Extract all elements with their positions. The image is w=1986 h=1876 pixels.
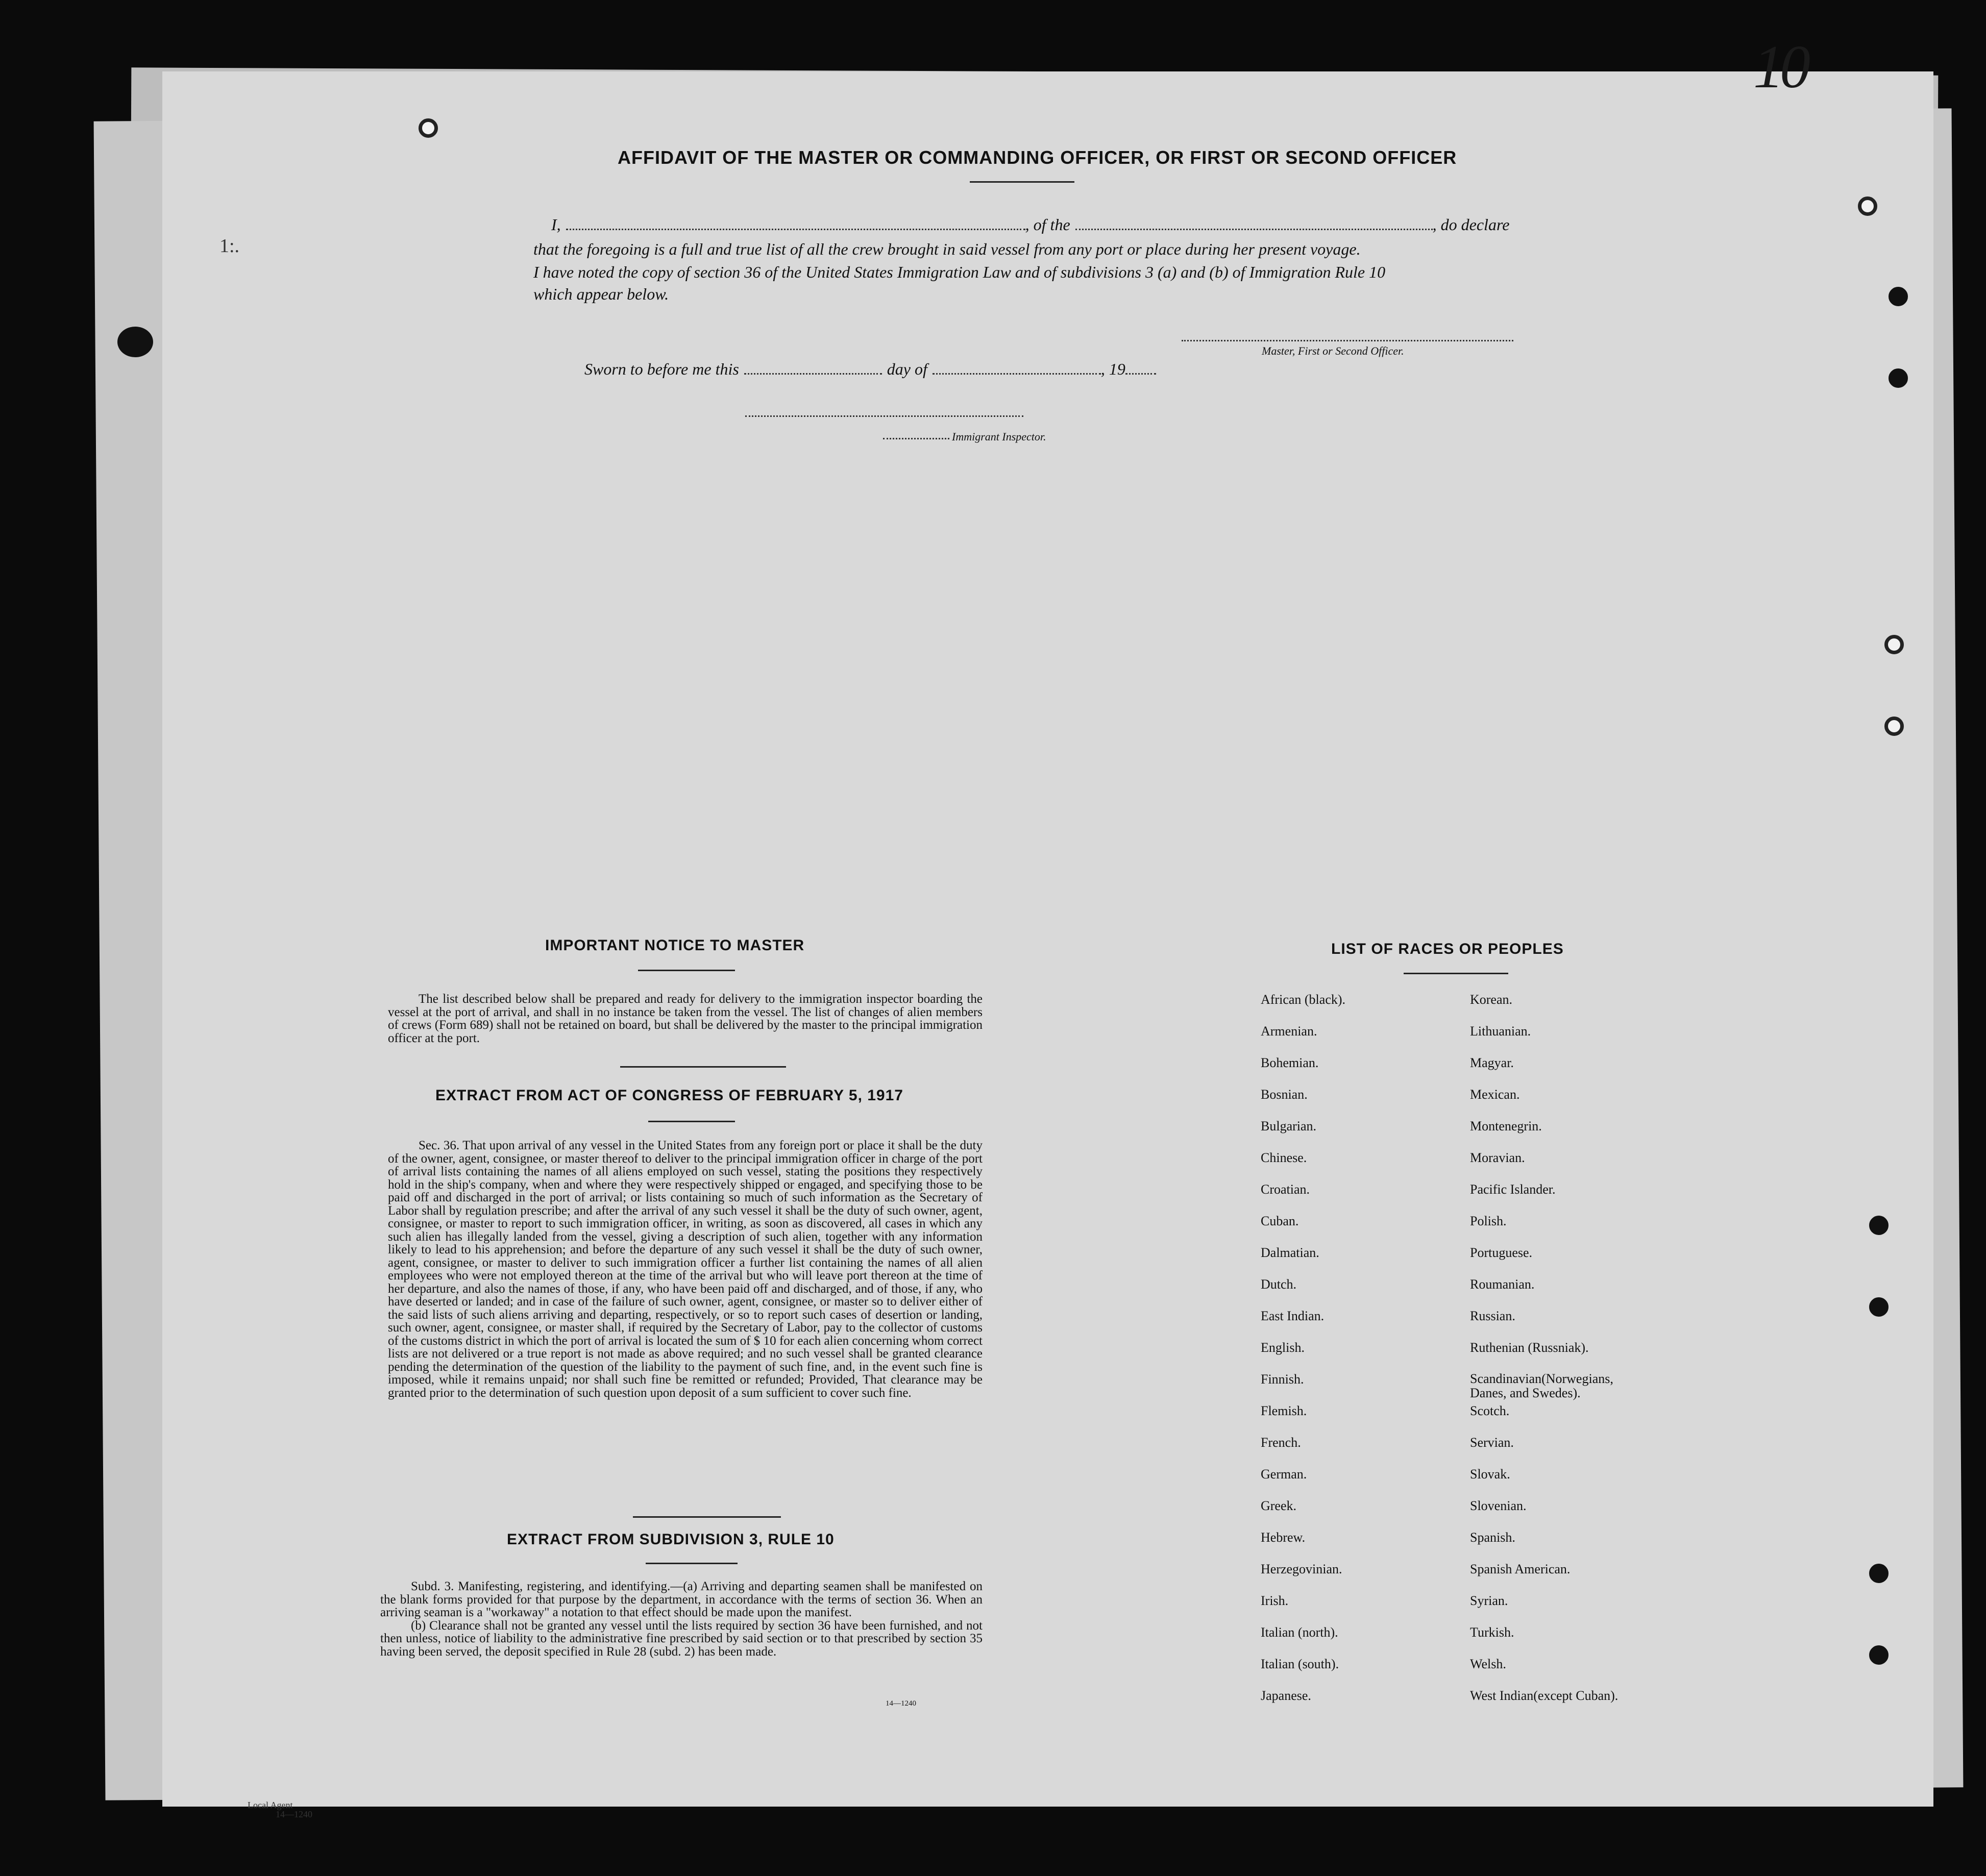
race-item: Irish. (1261, 1593, 1289, 1608)
race-item: Chinese. (1261, 1150, 1307, 1165)
inspector-label: Immigrant Inspector. (952, 430, 1046, 443)
bottom-stamp-line-2: 14—1240 (276, 1809, 312, 1819)
notice-paragraph: The list described below shall be prepared and ready for delivery to the immigration inspector boarding the vessel at the port of arrival, and shall in no instance be taken from the vessel. The list of changes of alien members of crews (Form 689) shall not be retained on board, but shall be delivered by the master to the principal immigration officer at the port. (388, 992, 983, 1045)
races-list-left (1261, 992, 1345, 1720)
race-item: Hebrew. (1261, 1530, 1306, 1545)
race-item: Servian. (1470, 1435, 1514, 1450)
form-sheet (162, 71, 1933, 1807)
race-item: English. (1261, 1340, 1305, 1355)
bottom-stamp (248, 1800, 312, 1819)
race-item: Dutch. (1261, 1277, 1297, 1292)
sworn-year: , 19 (1100, 360, 1125, 378)
act-heading: EXTRACT FROM ACT OF CONGRESS OF FEBRUARY 5, 1917 (435, 1087, 903, 1104)
race-item: German. (1261, 1467, 1307, 1482)
race-item: Ruthenian (Russniak). (1470, 1340, 1589, 1355)
race-item: Spanish. (1470, 1530, 1515, 1545)
race-item: Greek. (1261, 1498, 1297, 1513)
rule-heading: EXTRACT FROM SUBDIVISION 3, RULE 10 (507, 1531, 835, 1548)
affidavit-line-3: I have noted the copy of section 36 of the United States Immigration Law and of subdivisions 3 (a) and (b) of Immigration Rule 10 (533, 263, 1386, 281)
affidavit-i: I, (551, 215, 561, 234)
affidavit-of-the: , of the (1025, 215, 1070, 234)
punch-hole-icon (1884, 635, 1904, 654)
notice-text (388, 993, 983, 1045)
form-code: 14—1240 (886, 1699, 916, 1708)
race-item: Slovak. (1470, 1467, 1510, 1482)
race-item: French. (1261, 1435, 1301, 1450)
bottom-stamp-line-1: Local Agent (248, 1800, 293, 1810)
race-item: Bulgarian. (1261, 1119, 1317, 1133)
vessel-field[interactable] (1075, 216, 1433, 230)
race-item: West Indian(except Cuban). (1470, 1688, 1619, 1703)
punch-hole-icon (1869, 1564, 1889, 1583)
rule-text (380, 1580, 983, 1658)
section-divider (620, 1066, 786, 1068)
punch-hole-icon (1869, 1645, 1889, 1665)
race-item: Magyar. (1470, 1055, 1514, 1070)
race-item: Turkish. (1470, 1625, 1514, 1640)
race-item: Bosnian. (1261, 1087, 1308, 1102)
race-item: African (black). (1261, 992, 1346, 1007)
sworn-day-field[interactable] (744, 361, 882, 375)
race-item: Bohemian. (1261, 1055, 1319, 1070)
race-item: Welsh. (1470, 1657, 1506, 1671)
affidavit-line-2: that the foregoing is a full and true list of all the crew brought in said vessel from any port or place during her present voyage. (533, 240, 1361, 258)
title-underline (970, 181, 1074, 183)
race-item: Portuguese. (1470, 1245, 1533, 1260)
races-heading: LIST OF RACES OR PEOPLES (1331, 941, 1564, 957)
inspector-field-short[interactable] (883, 430, 949, 439)
punch-hole-icon (1869, 1297, 1889, 1317)
notice-underline (638, 970, 735, 971)
race-item: Moravian. (1470, 1150, 1525, 1165)
race-item: Pacific Islander. (1470, 1182, 1556, 1197)
rule-underline (646, 1563, 738, 1564)
race-item: Polish. (1470, 1214, 1507, 1228)
race-item: Armenian. (1261, 1024, 1317, 1039)
race-item: Slovenian. (1470, 1498, 1527, 1513)
act-text (388, 1139, 983, 1399)
signature-label: Master, First or Second Officer. (1262, 344, 1404, 357)
sworn-day-of: day of (887, 360, 927, 378)
page-number: 10 (1753, 33, 1806, 101)
punch-hole-icon (1869, 1216, 1889, 1235)
race-item: Russian. (1470, 1309, 1515, 1323)
act-paragraph: Sec. 36. That upon arrival of any vessel in the United States from any foreign port or place it shall be the duty of the owner, agent, consignee, or master thereof to deliver to the principal immigration officer in charge of the port of arrival lists containing the names of all aliens employed on such vessel, stating the positions they respectively hold in the ship's company, when and where they were respectively shipped or engaged, and specifying those to be paid off and discharged in the port of arrival; or lists containing so much of such information as the Secretary of Labor shall by regulation prescribe; and after the arrival of any such vessel it shall be the duty of such owner, agent, consignee, or master to report to such immigration officer, in writing, as soon as discovered, all cases in which any such alien has illegally landed from the vessel, giving a description of such alien, together with any information likely to lead to his apprehension; and before the departure of any such vessel it shall be the duty of such owner, agent, consignee, or master to deliver to such immigration officer a further list containing the names of all alien employees who were not employed thereon at the time of the arrival but who will leave port thereon at the time of her departure, and also the names of those, if any, who have been paid off and discharged, and of those, if any, who have deserted or landed; and in case of the failure of such owner, agent, consignee, or master so to deliver either of the said lists of such aliens arriving and departing, respectively, or so to report such cases of desertion or landing, such owner, agent, consignee, or master shall, if required by the Secretary of Labor, pay to the collector of customs of the customs district in which the port of arrival is located the sum of $ 10 for each alien concerning whom correct lists are not delivered or a true report is not made as above required; and no such vessel shall be granted clearance pending the determination of the question of the liability to the payment of such fine, and, in the event such fine is imposed, while it remains unpaid; nor shall such fine be remitted or refunded; Provided, That clearance may be granted prior to the determination of such question upon deposit of a sum sufficient to cover such fine. (388, 1139, 983, 1400)
act-underline (648, 1121, 735, 1122)
sworn-line (584, 360, 1156, 379)
margin-mark: 1:. (219, 235, 240, 257)
punch-hole-icon (419, 118, 438, 138)
sworn-year-field[interactable] (1125, 361, 1156, 375)
race-item: Spanish American. (1470, 1562, 1571, 1576)
punch-hole-icon (1889, 368, 1908, 388)
race-item: Italian (north). (1261, 1625, 1338, 1640)
race-item: Japanese. (1261, 1688, 1311, 1703)
sworn-prefix: Sworn to before me this (584, 360, 739, 378)
affidavit-line-1 (551, 215, 1509, 234)
rule-paragraph-a: Subd. 3. Manifesting, registering, and identifying.—(a) Arriving and departing seamen shall be manifested on the blank forms provided for that purpose by the department, in accordance with the terms of section 36. When an arriving seaman is a "workaway" a notation to that effect should be made upon the manifest. (380, 1579, 983, 1619)
races-list-right (1470, 992, 1638, 1720)
race-item: Montenegrin. (1470, 1119, 1542, 1133)
race-item: Scandinavian(Norwegians, Danes, and Swedes). (1470, 1371, 1613, 1400)
race-item: Flemish. (1261, 1403, 1307, 1418)
section-divider (633, 1516, 781, 1518)
race-item: Croatian. (1261, 1182, 1310, 1197)
race-item: Dalmatian. (1261, 1245, 1319, 1260)
affidavit-title: AFFIDAVIT OF THE MASTER OR COMMANDING OFFICER, OR FIRST OR SECOND OFFICER (618, 147, 1457, 168)
signature-field[interactable] (1182, 328, 1513, 341)
race-item: Korean. (1470, 992, 1513, 1007)
punch-hole-icon (1889, 287, 1908, 306)
sworn-month-field[interactable] (933, 361, 1101, 375)
binder-clip-icon (117, 327, 153, 357)
inspector-signature-field[interactable] (745, 403, 1023, 417)
name-field[interactable] (566, 216, 1025, 230)
punch-hole-icon (1884, 717, 1904, 736)
race-item: East Indian. (1261, 1309, 1325, 1323)
notice-heading: IMPORTANT NOTICE TO MASTER (545, 937, 805, 954)
race-item: Herzegovinian. (1261, 1562, 1342, 1576)
rule-paragraph-b: (b) Clearance shall not be granted any vessel until the lists required by section 36 have been furnished, and not then unless, notice of liability to the administrative fine prescribed by said section or to that prescribed by section 35 having been served, the deposit specified in Rule 28 (subd. 2) has been made. (380, 1618, 983, 1659)
race-item: Mexican. (1470, 1087, 1520, 1102)
punch-hole-icon (1858, 196, 1877, 216)
race-item: Italian (south). (1261, 1657, 1339, 1671)
race-item: Scotch. (1470, 1403, 1510, 1418)
race-item: Syrian. (1470, 1593, 1508, 1608)
affidavit-declare: , do declare (1432, 215, 1510, 234)
race-item: Cuban. (1261, 1214, 1299, 1228)
affidavit-line-4: which appear below. (533, 285, 669, 303)
race-item: Finnish. (1261, 1372, 1304, 1387)
race-item: Lithuanian. (1470, 1024, 1531, 1039)
races-underline (1404, 973, 1508, 974)
race-item: Roumanian. (1470, 1277, 1535, 1292)
